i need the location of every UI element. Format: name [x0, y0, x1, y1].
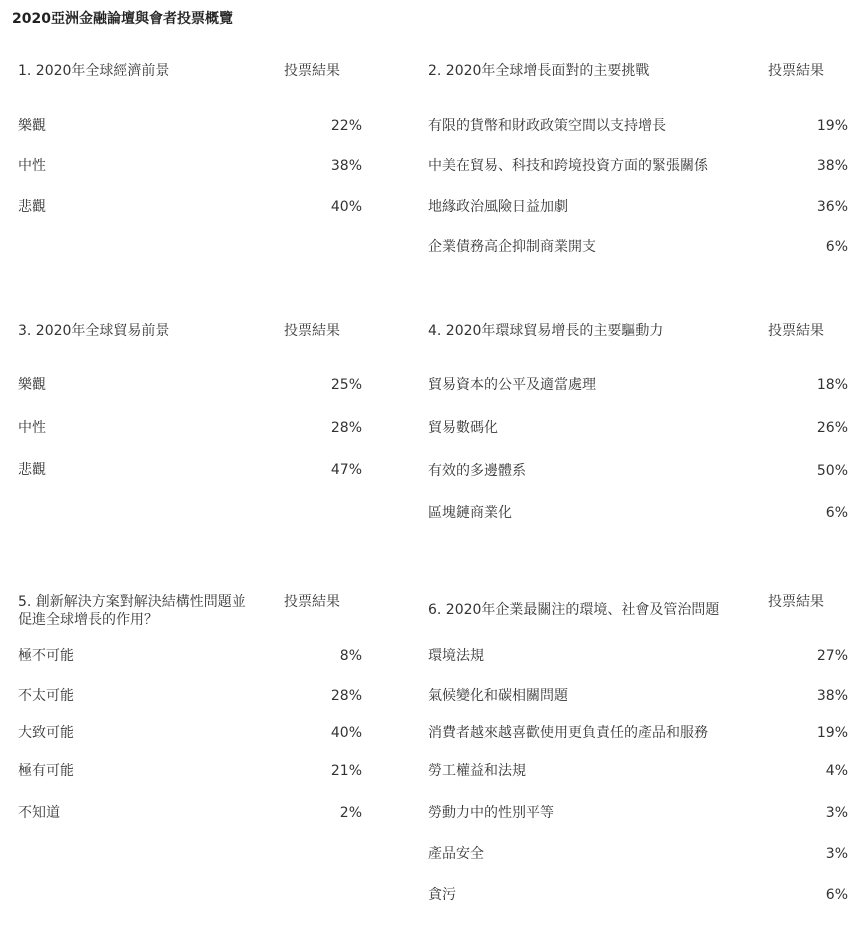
option-row — [428, 116, 848, 136]
option-label: 環境法規 — [428, 648, 484, 664]
result-header: 投票結果 — [284, 594, 340, 610]
option-row — [428, 686, 848, 706]
option-row — [428, 418, 848, 438]
option-value: 25% — [330, 377, 362, 393]
question-title: 2. 2020年全球增長面對的主要挑戰 — [428, 63, 650, 79]
poll-section-1 — [18, 62, 362, 215]
option-row — [428, 803, 848, 823]
option-label: 悲觀 — [18, 199, 46, 215]
page-title: 2020亞洲金融論壇與會者投票概覽 — [12, 11, 233, 27]
result-header: 投票結果 — [284, 63, 340, 79]
option-value: 6% — [825, 887, 848, 903]
option-row — [428, 844, 848, 864]
poll-section-4 — [428, 322, 848, 521]
option-value: 22% — [330, 118, 362, 134]
option-row — [428, 723, 848, 743]
option-label: 消費者越來越喜歡使用更負責任的產品和服務 — [428, 725, 708, 741]
option-value: 47% — [330, 462, 362, 478]
option-value: 4% — [825, 763, 848, 779]
option-row — [18, 197, 362, 217]
option-label: 地緣政治風險日益加劇 — [428, 199, 568, 215]
option-label: 企業債務高企抑制商業開支 — [428, 239, 596, 255]
option-label: 中性 — [18, 158, 46, 174]
poll-section-5 — [18, 593, 362, 821]
question-title: 6. 2020年企業最關注的環境、社會及管治問題 — [428, 602, 720, 618]
option-value: 6% — [825, 239, 848, 255]
option-value: 40% — [330, 725, 362, 741]
option-value: 3% — [825, 846, 848, 862]
question-title: 3. 2020年全球貿易前景 — [18, 323, 170, 339]
option-row — [18, 460, 362, 480]
option-value: 8% — [339, 648, 362, 664]
question-title: 1. 2020年全球經濟前景 — [18, 63, 170, 79]
option-label: 有限的貨幣和財政政策空間以支持增長 — [428, 118, 666, 134]
option-value: 40% — [330, 199, 362, 215]
option-label: 貿易數碼化 — [428, 420, 498, 436]
option-label: 貪污 — [428, 887, 456, 903]
option-row — [428, 646, 848, 666]
result-header: 投票結果 — [768, 63, 824, 79]
option-label: 極不可能 — [18, 648, 74, 664]
option-value: 50% — [816, 463, 848, 479]
option-row — [428, 197, 848, 217]
option-row — [18, 803, 362, 823]
option-label: 不知道 — [18, 805, 60, 821]
option-value: 26% — [816, 420, 848, 436]
poll-section-6 — [428, 593, 848, 903]
option-label: 中美在貿易、科技和跨境投資方面的緊張關係 — [428, 158, 708, 174]
option-label: 有效的多邊體系 — [428, 463, 526, 479]
option-label: 極有可能 — [18, 763, 74, 779]
option-label: 大致可能 — [18, 725, 74, 741]
option-value: 18% — [816, 377, 848, 393]
result-header: 投票結果 — [768, 594, 824, 610]
option-row — [428, 761, 848, 781]
option-row — [18, 375, 362, 395]
question-title: 4. 2020年環球貿易增長的主要驅動力 — [428, 323, 664, 339]
question-title — [18, 593, 246, 629]
option-row — [18, 686, 362, 706]
option-label: 貿易資本的公平及適當處理 — [428, 377, 596, 393]
result-header: 投票結果 — [768, 323, 824, 339]
option-value: 27% — [816, 648, 848, 664]
poll-section-2 — [428, 62, 848, 255]
option-row — [428, 885, 848, 905]
option-value: 21% — [330, 763, 362, 779]
option-value: 36% — [816, 199, 848, 215]
option-label: 悲觀 — [18, 462, 46, 478]
option-row — [428, 461, 848, 481]
option-label: 產品安全 — [428, 846, 484, 862]
option-row — [18, 116, 362, 136]
option-value: 38% — [816, 688, 848, 704]
option-row — [428, 375, 848, 395]
option-row — [18, 646, 362, 666]
option-row — [428, 237, 848, 257]
option-value: 19% — [816, 118, 848, 134]
option-row — [18, 418, 362, 438]
option-value: 2% — [339, 805, 362, 821]
result-header: 投票結果 — [284, 323, 340, 339]
option-value: 6% — [825, 505, 848, 521]
option-row — [428, 156, 848, 176]
option-row — [18, 761, 362, 781]
option-row — [428, 503, 848, 523]
option-label: 區塊鏈商業化 — [428, 505, 512, 521]
option-label: 不太可能 — [18, 688, 74, 704]
option-label: 樂觀 — [18, 118, 46, 134]
option-value: 38% — [816, 158, 848, 174]
question-line-2: 促進全球增長的作用？ — [18, 612, 158, 628]
poll-section-3 — [18, 322, 362, 478]
option-label: 中性 — [18, 420, 46, 436]
option-label: 勞動力中的性別平等 — [428, 805, 554, 821]
option-label: 氣候變化和碳相關問題 — [428, 688, 568, 704]
option-row — [18, 156, 362, 176]
option-value: 3% — [825, 805, 848, 821]
question-line-1: 5. 創新解決方案對解決結構性問題並 — [18, 594, 246, 610]
option-value: 19% — [816, 725, 848, 741]
option-value: 38% — [330, 158, 362, 174]
option-row — [18, 723, 362, 743]
option-value: 28% — [330, 688, 362, 704]
option-label: 勞工權益和法規 — [428, 763, 526, 779]
option-label: 樂觀 — [18, 377, 46, 393]
option-value: 28% — [330, 420, 362, 436]
